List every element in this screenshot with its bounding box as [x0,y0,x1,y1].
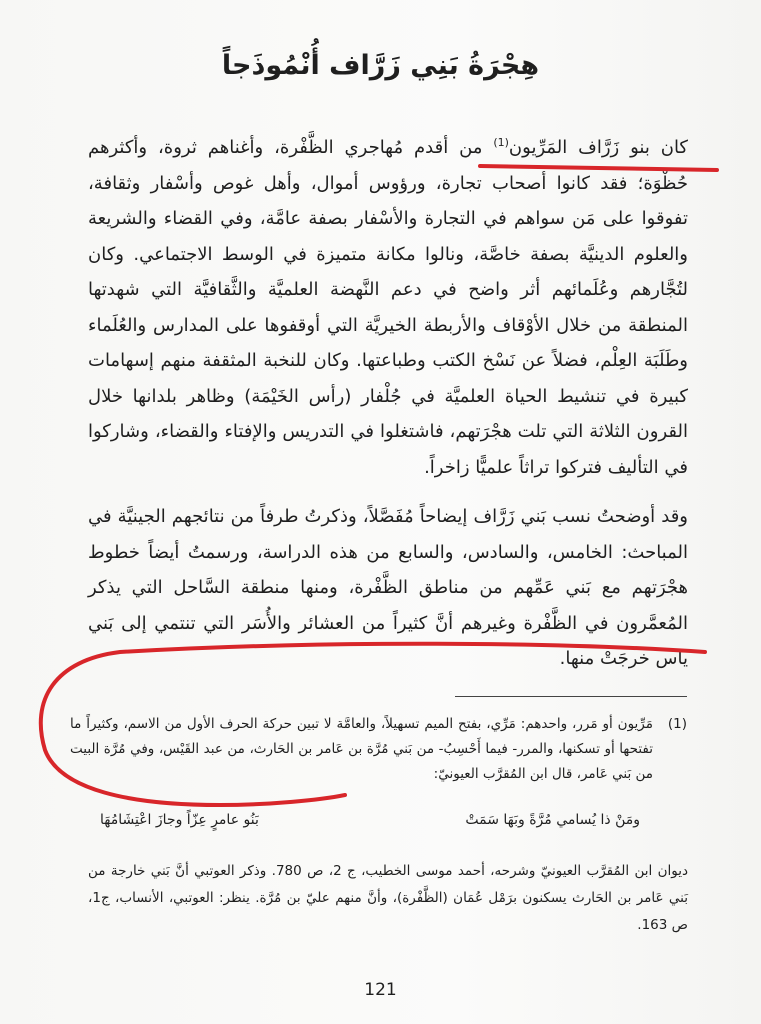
footnote [70,712,687,787]
verse-first-hemistich: ومَنْ ذا يُسامي مُرَّةً وبَهَا سَمَتْ [465,812,640,828]
footnote-text: مَرِّيون أو مَرر، واحدهم: مَرِّي، بفتح الميم تسهيلاً، والعامَّة لا تبين حركة الحرف الأول من الاسم، وكثيراً ما تفتحها أو تسكنها، والمرر- فيما أَحْسِبُ- من بَني مُرَّة بن عَامر بن الحَارث، من عبد القَيْس، وفي مُرَّة البيت من بَني عَامر، قال ابن المُقرَّب العيونيّ: [70,716,653,782]
poetry-verse [100,812,640,828]
paragraph-2: وقد أوضحتُ نسب بَني زَرَّاف إيضاحاً مُفَصَّلاً، وذكرتُ طرفاً من نتائجهم الجينيَّة في المباحث: الخامس، والسادس، والسابع من هذه الدراسة، ورسمتُ أيضاً خطوط هجْرَتهم مع بَني عَمِّهم من مناطق الظَّفْرة، ومنها منطقة السَّاحل التي يذكر المُعمَّرون في الظَّفْرة وغيرهم أنَّ كثيراً من العشائر والأُسَر التي تنتمي إلى بَني ياس خرجَتْ منها. [88,506,688,669]
page-number: 121 [364,980,397,1000]
body-text [88,130,688,677]
paragraph-1-rest: من أقدم مُهاجري الظَّفْرة، وأغناهم ثروة، وأكثرهم حُظْوَة؛ فقد كانوا أصحاب تجارة، ورؤوس أموال، وأهل غوص وأسْفار وثقافة، تفوقوا على مَن سواهم في التجارة والأسْفار بصفة عامَّة، وفي القضاء والشريعة والعلوم الدينيَّة بصفة خاصَّة، ونالوا مكانة متميزة في الوسط الاجتماعي. وكان لتُجَّارهم وعُلَمائهم أثر واضح في دعم النَّهضة العلميَّة والثَّقافيَّة التي شهدتها المنطقة من خلال الأوْقاف والأربطة الخيريَّة التي أوقفوها على المدارس والعُلَماء وطَلَبَة العِلْم، فضلاً عن نَسْخ الكتب وطباعتها. وكان للنخبة المثقفة منهم إسهامات كبيرة في تنشيط الحياة العلميَّة في جُلْفار (رأس الخَيْمَة) وظاهر بلدانها خلال القرون الثلاثة التي تلت هجْرَتهم، فاشتغلوا في التدريس والإفتاء والقضاء، وشاركوا في التأليف فتركوا تراثاً علميًّا زاخراً. [88,137,688,478]
footnote-reference: (1) [493,136,509,149]
paragraph-1-lead: كان بنو زَرَّاف المَرِّيون [508,137,688,158]
footnote-number: (1) [667,716,687,732]
paragraph-1 [88,130,688,485]
verse-second-hemistich: بَنُو عامرٍ عِزّاً وجازَ اعْتِشَامُهَا [100,812,259,828]
footnote-separator [455,696,687,697]
page-title: هِجْرَةُ بَنِي زَرَّاف أُنْمُوذَجاً [221,50,540,81]
footnote-source: ديوان ابن المُقرَّب العيونيّ وشرحه، أحمد موسى الخطيب، ج 2، ص 780. وذكر العوتبي أنَّ بَني خارجة من بَني عَامر بن الحَارث يسكنون برَمْل عُمَان (الظَّفْرة)، وأنَّ منهم عليّ بن مُرَّة. ينظر: العوتبي، الأنساب، ج1، ص 163. [88,863,689,933]
